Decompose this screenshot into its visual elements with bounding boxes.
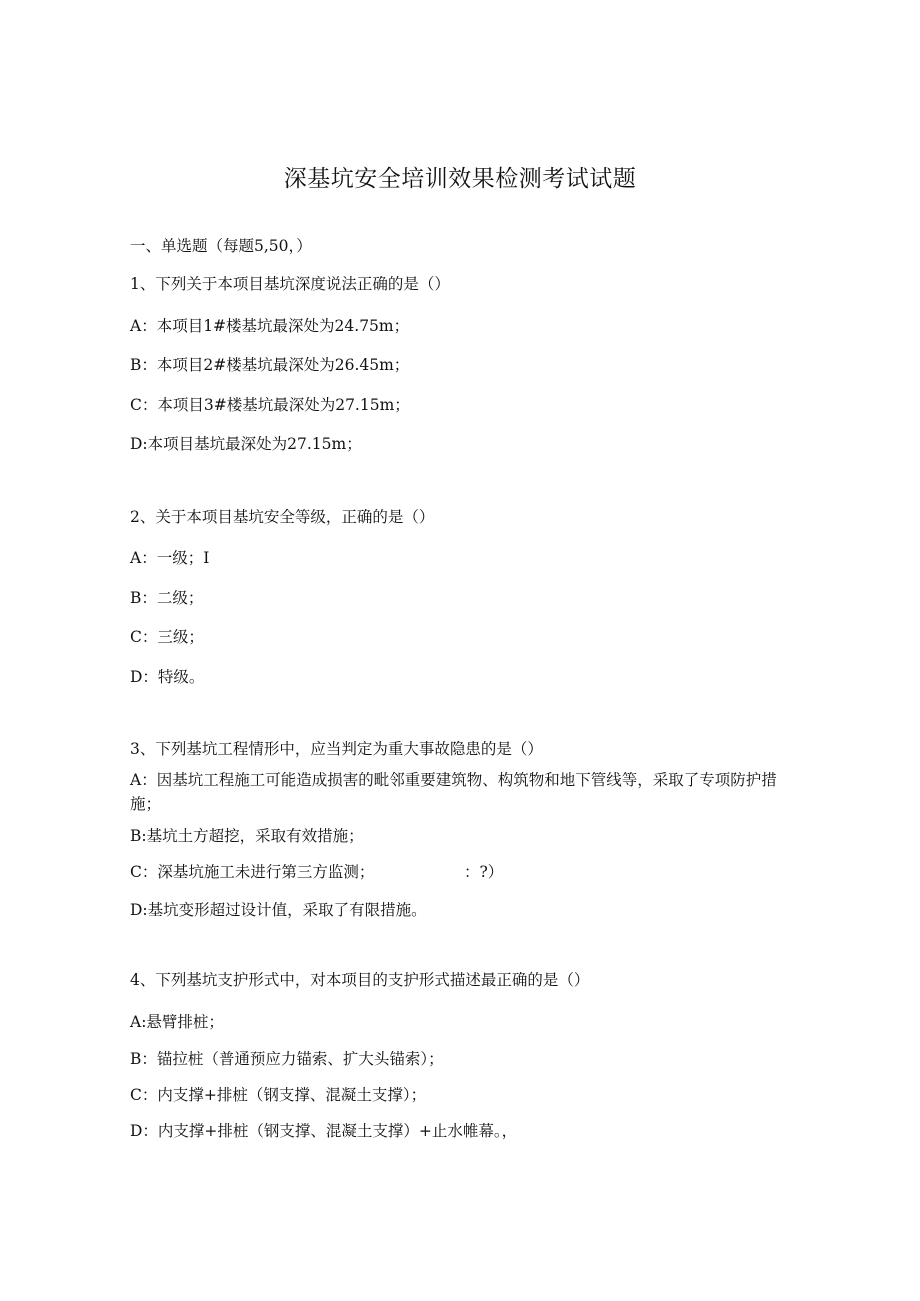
question-1-option-a: A：本项目1#楼基坑最深处为24.75m； — [130, 317, 410, 335]
question-3-stem: 3、下列基坑工程情形中，应当判定为重大事故隐患的是（） — [130, 740, 543, 758]
question-4-option-b: B：锚拉桩（普通预应力锚索、扩大头锚索）； — [130, 1050, 444, 1068]
question-2-option-b: B：二级； — [130, 589, 204, 607]
question-2-option-c: C：三级； — [130, 628, 204, 646]
page-title: 深基坑安全培训效果检测考试试题 — [283, 166, 637, 192]
question-2-option-a: A：一级；I — [130, 549, 210, 567]
question-3-option-b: B:基坑土方超挖，采取有效措施； — [130, 827, 364, 845]
question-1-option-b: B：本项目2#楼基坑最深处为26.45m； — [130, 356, 410, 374]
question-4-stem: 4、下列基坑支护形式中，对本项目的支护形式描述最正确的是（） — [130, 971, 590, 989]
question-3-option-a: A：因基坑工程施工可能造成损害的毗邻重要建筑物、构筑物和地下管线等，采取了专项防护措施； — [130, 771, 777, 813]
question-2-stem: 2、关于本项目基坑安全等级，正确的是（） — [130, 508, 435, 526]
question-3-option-c: C：深基坑施工未进行第三方监测； — [130, 863, 375, 881]
question-1-option-c: C：本项目3#楼基坑最深处为27.15m； — [130, 396, 410, 414]
section-heading: 一、单选题（每题5,50，） — [130, 237, 312, 255]
question-4-option-c: C：内支撑+排桩（钢支撑、混凝土支撑）； — [130, 1086, 427, 1104]
question-1-stem: 1、下列关于本项目基坑深度说法正确的是（） — [130, 275, 450, 293]
question-2-option-d: D：特级。 — [130, 668, 205, 686]
question-4-option-a: A:悬臂排桩； — [130, 1013, 224, 1031]
question-3-stray-mark: ：?） — [464, 863, 504, 881]
question-4-option-d: D：内支撑+排桩（钢支撑、混凝土支撑）+止水帷幕。， — [130, 1122, 518, 1140]
question-1-option-d: D:本项目基坑最深处为27.15m； — [130, 435, 362, 453]
question-3-option-d: D:基坑变形超过设计值，采取了有限措施。 — [130, 901, 427, 919]
